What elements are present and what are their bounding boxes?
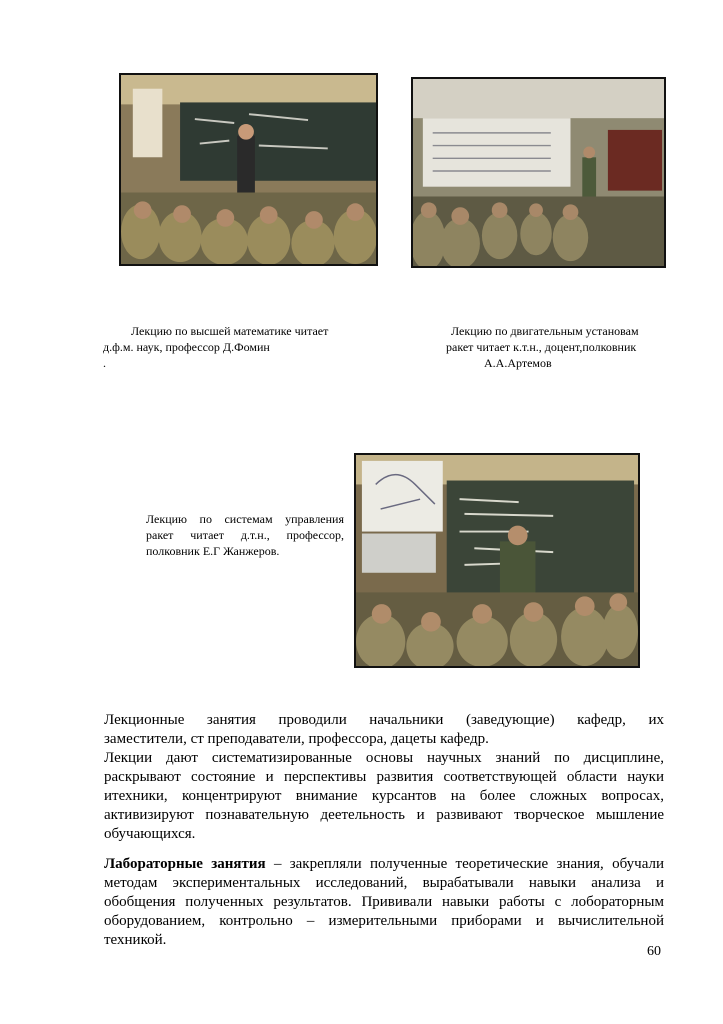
paragraph-lab-classes: Лабораторные занятия – закрепляли полученные теоретические знания, обучали методам экспериментальных исследований, вырабатывали навыки анализа и обобщения полученных результатов. Прививали навыки работы с лобораторным оборудованием, контрольно – измерительными приборами и вычислительной техникой. xyxy=(104,856,664,948)
caption-photo-control-systems: Лекцию по системам управления ракет читает д.т.н., профессор, полковник Е.Г Жанжеров. xyxy=(146,512,344,558)
caption-photo-engines: Лекцию по двигательным установам ракет читает к.т.н., доцент,полковник А.А.Артемов xyxy=(446,324,639,370)
photo-engines-lecture xyxy=(411,77,666,268)
lab-classes-term: Лабораторные занятия xyxy=(104,856,266,872)
photo-control-systems-lecture xyxy=(354,453,640,668)
paragraph-lectures: Лекционные занятия проводили начальники (заведующие) кафедр, их заместители, ст преподаватели, профессора, дацеты кафедр. Лекции дают систематизированные основы научных знаний по дисциплине, раскрывают состояние и перспективы развития соответствующей области науки итехники, концентрируют внимание курсантов на более сложных вопросах, активизируют познавательную деетельность и развивают творческое мышление обучающихся. xyxy=(104,712,664,842)
caption-photo-math: Лекцию по высшей математике читает д.ф.м. наук, профессор Д.Фомин . xyxy=(103,324,329,370)
page-number: 60 xyxy=(647,944,661,959)
photo-math-lecture xyxy=(119,73,378,266)
